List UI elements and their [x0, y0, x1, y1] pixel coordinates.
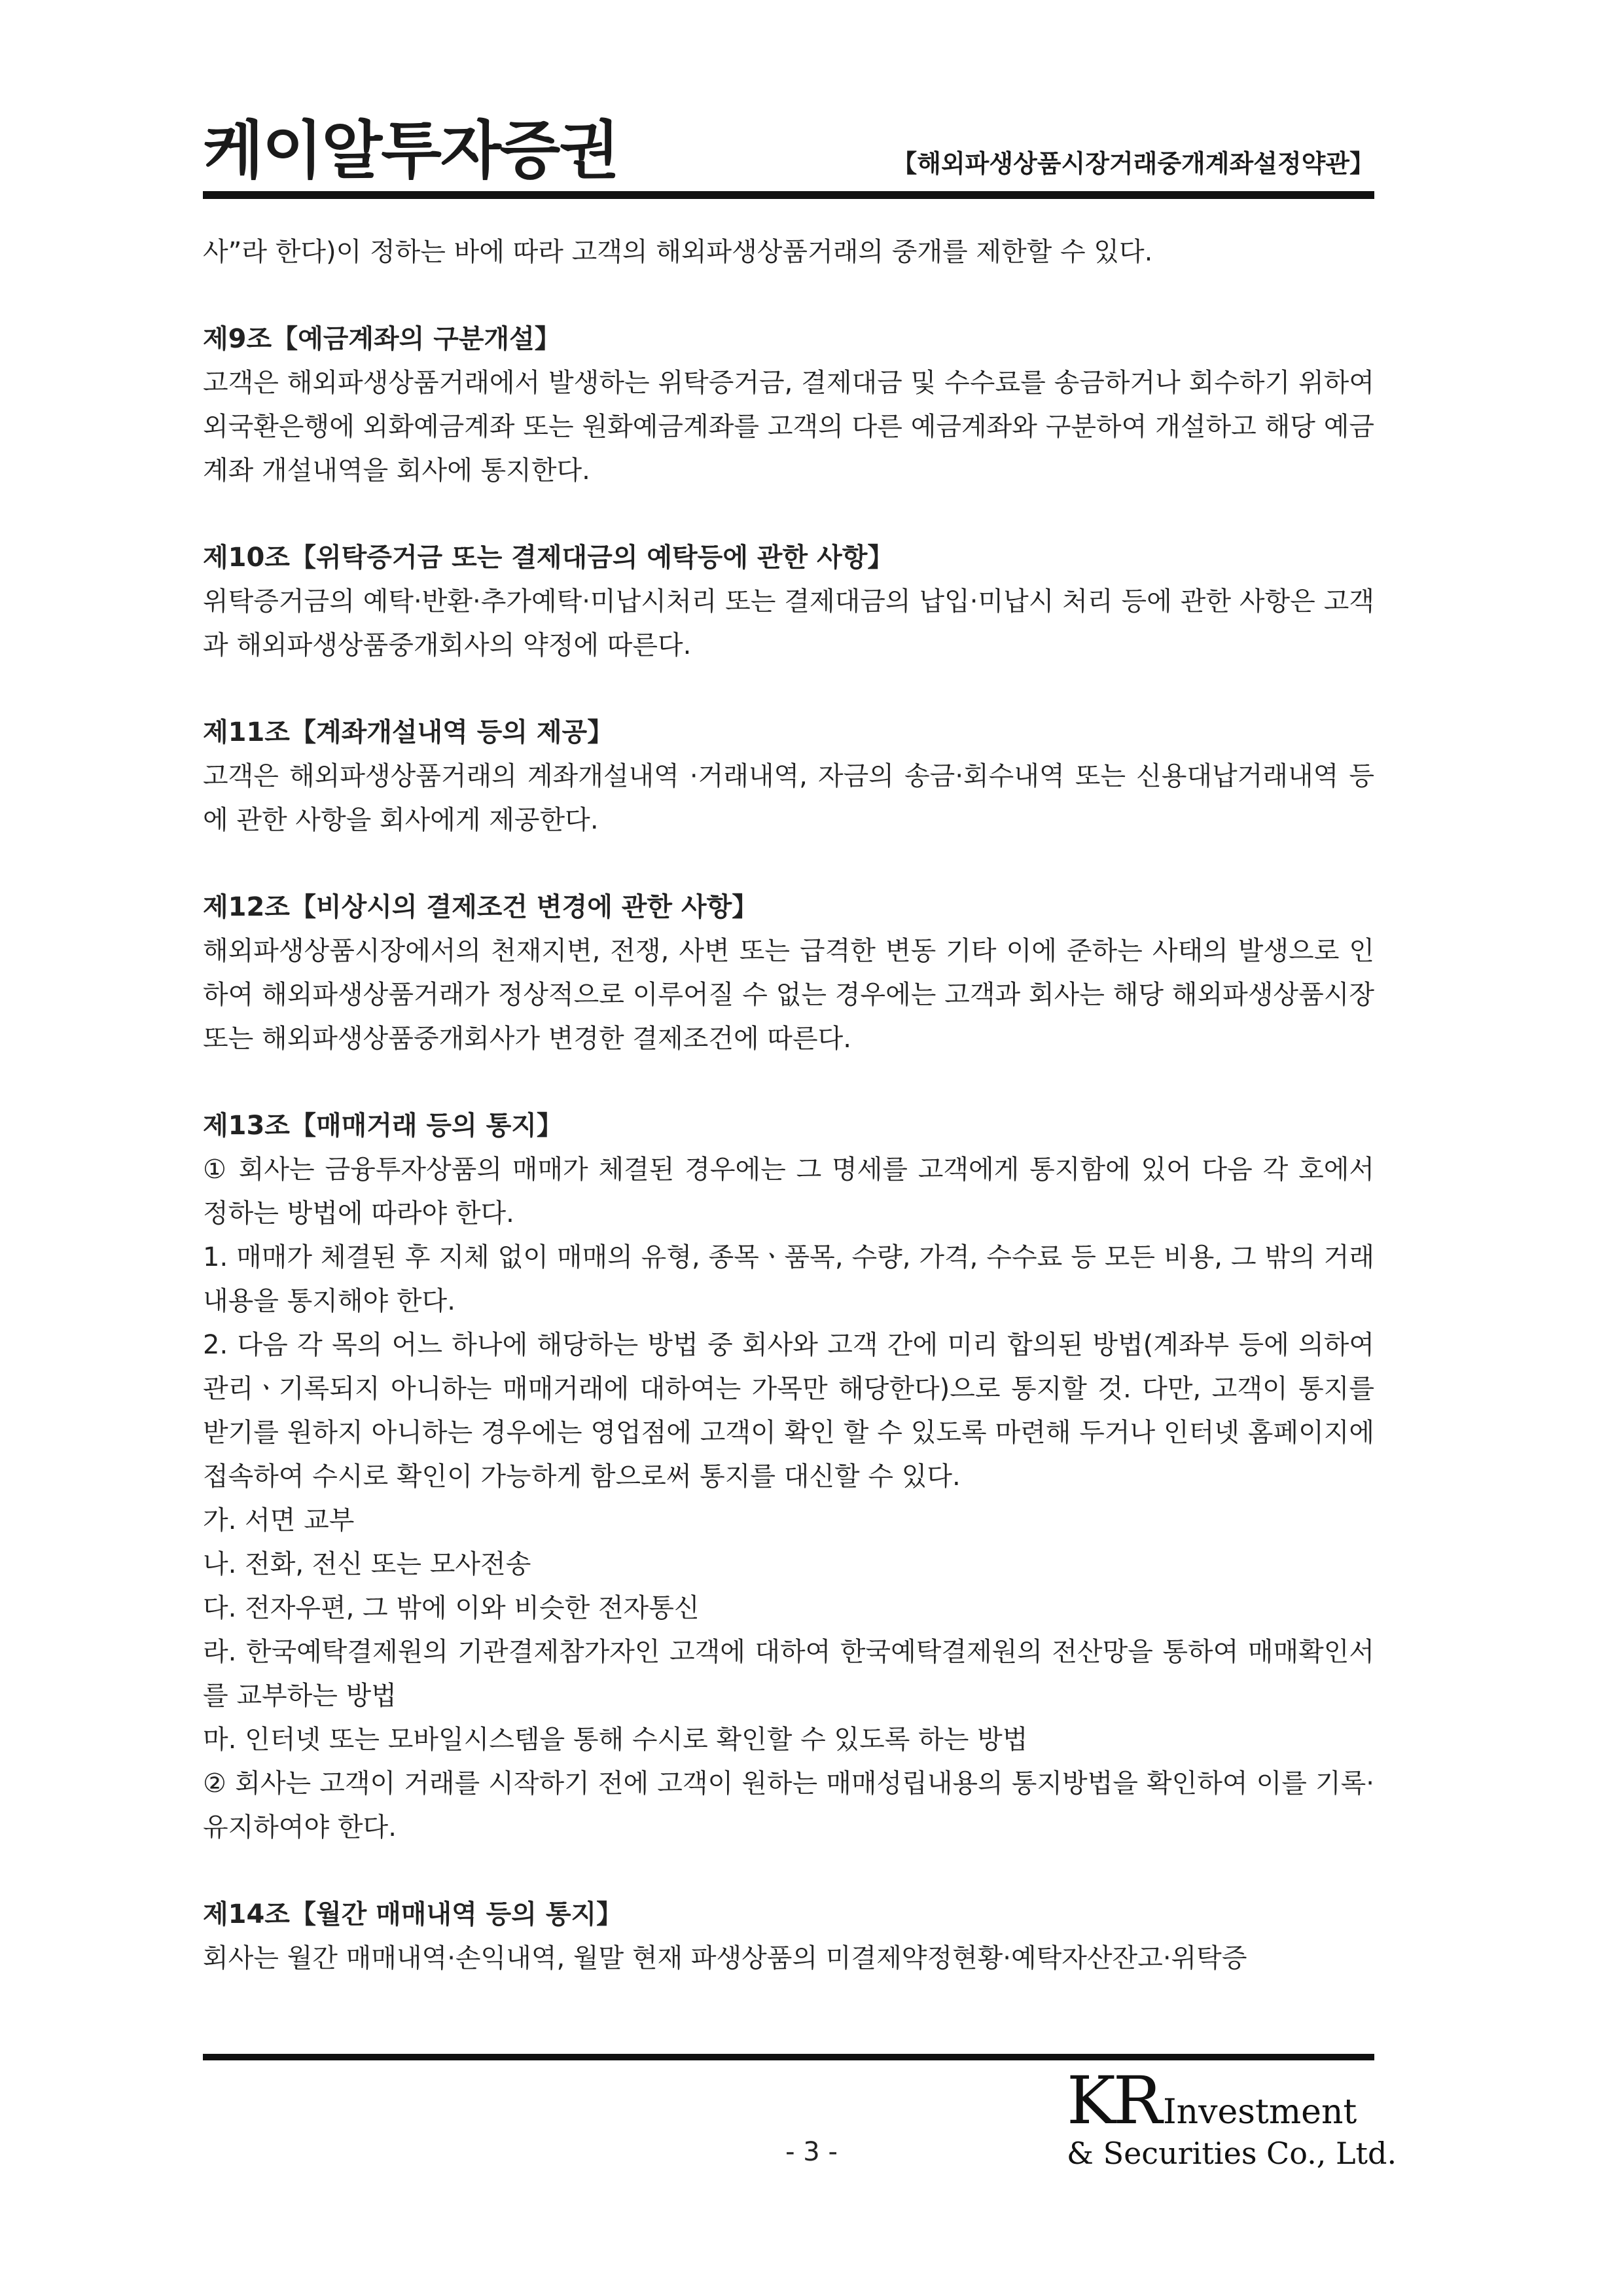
article-title: 제12조【비상시의 결제조건 변경에 관한 사항】	[203, 892, 758, 922]
continuation-paragraph: 사”라 한다)이 정하는 바에 따라 고객의 해외파생상품거래의 중개를 제한할 수 있다.	[203, 237, 1153, 267]
article-11	[203, 711, 1374, 842]
article-title: 제9조【예금계좌의 구분개설】	[203, 324, 561, 354]
logo-kr: KR	[1067, 2062, 1160, 2139]
article-title: 제13조【매매거래 등의 통지】	[203, 1111, 563, 1141]
article-title: 제10조【위탁증거금 또는 결제대금의 예탁등에 관한 사항】	[203, 543, 894, 573]
page-header	[203, 111, 1374, 196]
logo-line-1	[1067, 2062, 1368, 2139]
article-13	[203, 1104, 1374, 1850]
document-title: 【해외파생상품시장거래중개계좌설정약관】	[892, 149, 1374, 178]
list-item: 나. 전화, 전신 또는 모사전송	[203, 1549, 531, 1579]
article-9	[203, 317, 1374, 493]
article-paragraph: 위탁증거금의 예탁·반환·추가예탁·미납시처리 또는 결제대금의 납입·미납시 처리 등에 관한 사항은 고객과 해외파생상품중개회사의 약정에 따른다.	[203, 586, 1374, 660]
article-paragraph: ② 회사는 고객이 거래를 시작하기 전에 고객이 원하는 매매성립내용의 통지방법을 확인하여 이를 기록·유지하여야 한다.	[203, 1768, 1374, 1842]
logo-securities: & Securities Co., Ltd.	[1067, 2136, 1397, 2171]
header-divider	[203, 191, 1374, 199]
company-logo-text: 케이알투자증권	[203, 114, 619, 187]
article-12	[203, 886, 1374, 1061]
article-paragraph: 고객은 해외파생상품거래에서 발생하는 위탁증거금, 결제대금 및 수수료를 송금하거나 회수하기 위하여 외국환은행에 외화예금계좌 또는 원화예금계좌를 고객의 다른 예금계좌와 구분하여 개설하고 해당 예금계좌 개설내역을 회사에 통지한다.	[203, 368, 1374, 486]
article-paragraph: ① 회사는 금융투자상품의 매매가 체결된 경우에는 그 명세를 고객에게 통지함에 있어 다음 각 호에서 정하는 방법에 따라야 한다.	[203, 1155, 1374, 1229]
page-number: - 3 -	[785, 2137, 838, 2167]
article-title: 제14조【월간 매매내역 등의 통지】	[203, 1899, 623, 1929]
list-item: 가. 서면 교부	[203, 1505, 355, 1535]
article-paragraph: 2. 다음 각 목의 어느 하나에 해당하는 방법 중 회사와 고객 간에 미리 합의된 방법(계좌부 등에 의하여 관리ㆍ기록되지 아니하는 매매거래에 대하여는 가목만 해당한다)으로 통지할 것. 다만, 고객이 통지를 받기를 원하지 아니하는 경우에는 영업점에 고객이 확인 할 수 있도록 마련해 두거나 인터넷 홈페이지에 접속하여 수시로 확인이 가능하게 함으로써 통지를 대신할 수 있다.	[203, 1330, 1374, 1492]
article-paragraph: 회사는 월간 매매내역·손익내역, 월말 현재 파생상품의 미결제약정현황·예탁자산잔고·위탁증	[203, 1943, 1247, 1973]
article-paragraph: 해외파생상품시장에서의 천재지변, 전쟁, 사변 또는 급격한 변동 기타 이에 준하는 사태의 발생으로 인하여 해외파생상품거래가 정상적으로 이루어질 수 없는 경우에는 고객과 회사는 해당 해외파생상품시장 또는 해외파생상품중개회사가 변경한 결제조건에 따른다.	[203, 936, 1374, 1054]
footer-company-logo	[1067, 2062, 1397, 2173]
article-title: 제11조【계좌개설내역 등의 제공】	[203, 717, 614, 747]
footer-divider	[203, 2054, 1374, 2060]
article-10	[203, 536, 1374, 668]
logo-investment: Investment	[1163, 2092, 1357, 2132]
list-item: 다. 전자우편, 그 밖에 이와 비슷한 전자통신	[203, 1593, 700, 1623]
list-item: 라. 한국예탁결제원의 기관결제참가자인 고객에 대하여 한국예탁결제원의 전산망을 통하여 매매확인서를 교부하는 방법	[203, 1637, 1374, 1711]
article-14	[203, 1893, 1374, 1981]
article-paragraph: 1. 매매가 체결된 후 지체 없이 매매의 유형, 종목ㆍ품목, 수량, 가격, 수수료 등 모든 비용, 그 밖의 거래내용을 통지해야 한다.	[203, 1242, 1374, 1316]
document-body	[203, 230, 1374, 1981]
article-paragraph: 고객은 해외파생상품거래의 계좌개설내역 ·거래내역, 자금의 송금·회수내역 또는 신용대납거래내역 등에 관한 사항을 회사에게 제공한다.	[203, 761, 1374, 835]
list-item: 마. 인터넷 또는 모바일시스템을 통해 수시로 확인할 수 있도록 하는 방법	[203, 1725, 1028, 1755]
